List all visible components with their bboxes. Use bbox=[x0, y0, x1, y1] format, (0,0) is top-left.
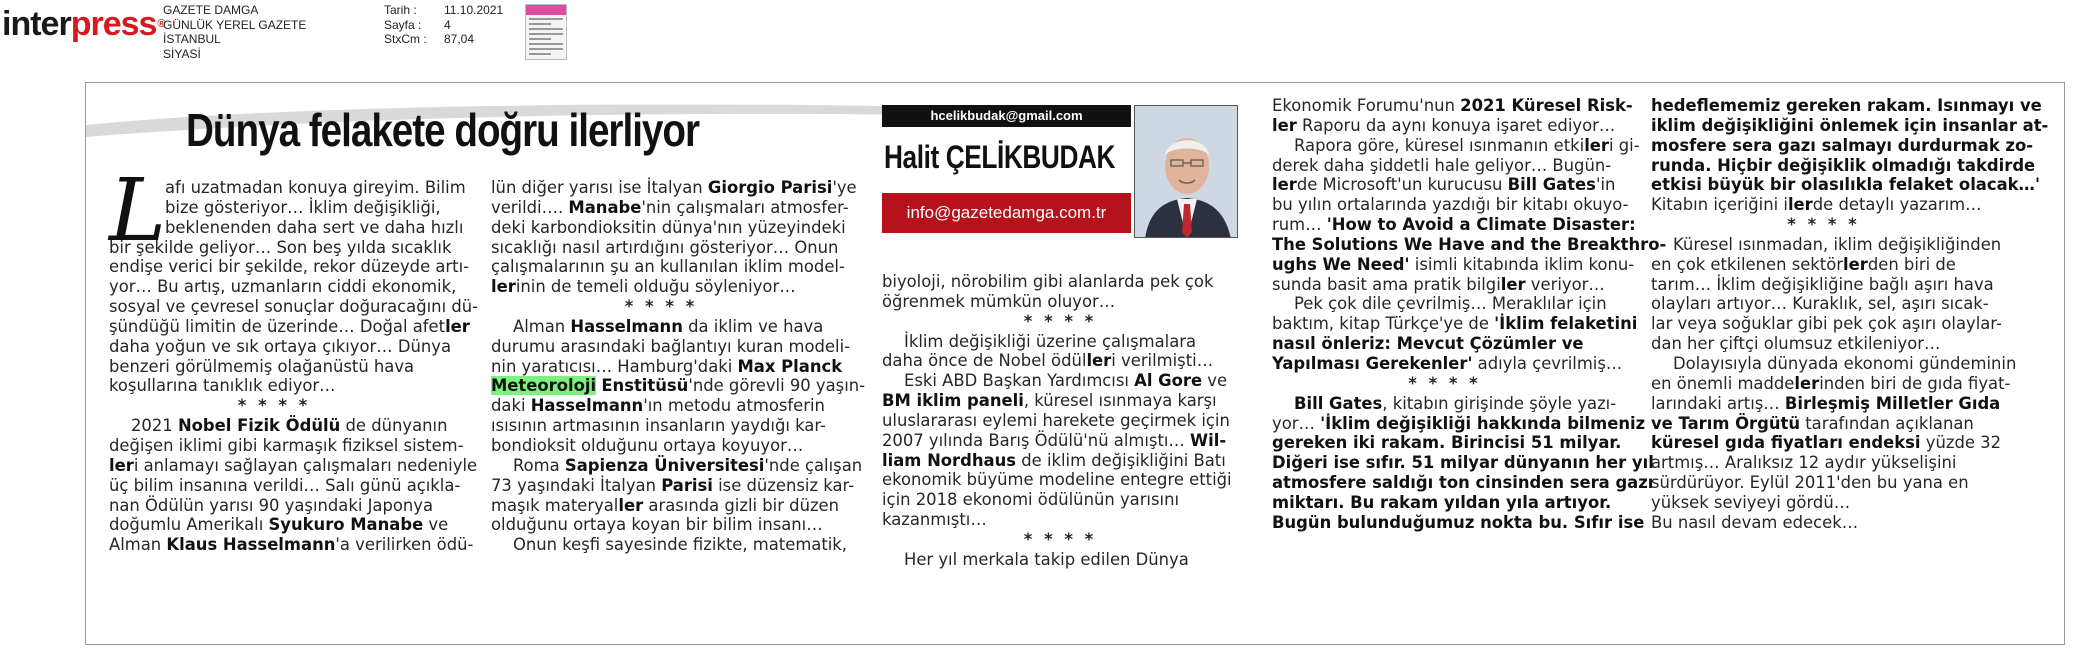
text-line: leri anlamayı sağlayan çalışmaları nedeniyle bbox=[109, 455, 478, 475]
text-line: sosyal ve çevresel sonuçlar doğuracağını dü- bbox=[109, 297, 479, 317]
page-thumbnail[interactable] bbox=[525, 4, 567, 60]
column-3 bbox=[882, 272, 1238, 570]
bold-term: 2021 Küresel Risk- bbox=[1460, 96, 1633, 115]
text-line: daki Hasselmann'ın metodu atmosferin bbox=[491, 396, 825, 416]
text-line: şündüğü limitin de üzerinde… Doğal afetler bbox=[109, 316, 470, 336]
text-line: 73 yaşındaki İtalyan Parisi ise düzensiz kar- bbox=[491, 475, 855, 495]
column-5 bbox=[1651, 96, 2049, 533]
author-box bbox=[882, 105, 1238, 238]
section-separator: * * * * bbox=[624, 297, 698, 317]
bold-term: etkisi büyük bir olasılıkla felaket olacak…' bbox=[1651, 175, 2040, 195]
bold-term: nasıl önleriz: Mevcut Çözümler ve bbox=[1272, 334, 1584, 354]
text-line: tarım… İklim değişikliğine bağlı aşırı hava bbox=[1651, 274, 1994, 294]
text-line: artmış… Aralıksız 12 aydır yükselişini bbox=[1651, 453, 1957, 473]
bold-term: miktarı. Bu rakam yıldan yıla artıyor. bbox=[1272, 492, 1612, 512]
text-line: öğrenmek mümkün oluyor… bbox=[882, 291, 1116, 311]
text-line: baktım, kitap Türkçe'ye de 'İklim felaketini bbox=[1272, 314, 1638, 334]
text-line: en çok etkilenen sektörlerden biri de bbox=[1651, 254, 1956, 274]
text-line: rum… 'How to Avoid a Climate Disaster: bbox=[1272, 215, 1636, 235]
text-line: Her yıl merkala takip edilen Dünya bbox=[904, 549, 1189, 569]
text-line: yor… Bu artış, uzmanların ciddi ekonomik, bbox=[109, 277, 457, 297]
text-line: sıcaklığı nasıl artırdığını gösteriyor… Onun bbox=[491, 237, 839, 257]
text-line: olduğunu ortaya koyan bir bilim insanı… bbox=[491, 515, 823, 535]
text-line: ısısının artmasının insanların yaydığı kar- bbox=[491, 416, 826, 436]
text-line: bir şekilde geliyor… Son beş yılda sıcaklık bbox=[109, 237, 452, 257]
section-separator: * * * * bbox=[237, 396, 311, 416]
text-line: İklim değişikliği üzerine çalışmalara bbox=[904, 331, 1197, 351]
text-line: olayları artıyor… Kuraklık, sel, aşırı sıcak- bbox=[1651, 294, 1989, 314]
bold-term: Sapienza Üniversitesi bbox=[564, 455, 765, 475]
text-line: beklenenden daha sert ve daha hızlı bbox=[165, 217, 464, 237]
text-line: Kitabın içeriğini ilerde detaylı yazarım… bbox=[1651, 195, 1982, 215]
section-separator: * * * * bbox=[1787, 215, 1860, 235]
column-4 bbox=[1272, 96, 1667, 533]
headline: Dünya felakete doğru ilerliyor bbox=[186, 104, 700, 156]
text-line: ler Raporu da aynı konuya işaret ediyor… bbox=[1272, 115, 1616, 135]
text-line: 2021 Nobel Fizik Ödülü de dünyanın bbox=[131, 416, 448, 436]
bold-term: ler bbox=[491, 277, 516, 297]
text-line bbox=[1651, 155, 2036, 176]
text-line: dan her çiftçi olumsuz etkileniyor… bbox=[1651, 334, 1941, 354]
thumbnail-masthead bbox=[526, 5, 566, 15]
text-line: liam Nordhaus de iklim değişikliğini Batı bbox=[882, 450, 1226, 470]
text-line: Ekonomik Forumu'nun 2021 Küresel Risk- bbox=[1272, 96, 1633, 115]
bold-term: Al Gore bbox=[1134, 371, 1203, 391]
bold-term: runda. Hiçbir değişiklik olmadığı takdirde bbox=[1651, 155, 2036, 175]
clipping-metadata bbox=[384, 3, 514, 47]
text-line: BM iklim paneli, küresel ısınmaya karşı bbox=[882, 391, 1217, 411]
text-line: çalışmalarının şu an kullanılan iklim model- bbox=[491, 257, 845, 277]
text-line: Pek çok dile çevrilmiş… Meraklılar için bbox=[1294, 294, 1607, 314]
bold-term: ler bbox=[1272, 175, 1297, 195]
text-line: daha önce de Nobel ödülleri verilmişti… bbox=[882, 351, 1214, 371]
bold-term: Hasselmann bbox=[530, 396, 644, 416]
bold-term: Yapılması Gerekenler' bbox=[1272, 353, 1473, 373]
text-line: Bu nasıl devam edecek… bbox=[1651, 512, 1859, 532]
stxcm-label: StxCm : bbox=[384, 32, 427, 46]
bold-term: Wil- bbox=[1190, 430, 1227, 450]
bold-term: liam Nordhaus bbox=[882, 450, 1017, 470]
date-row bbox=[384, 3, 514, 18]
text-line: ve Tarım Örgütü tarafından açıklanan bbox=[1651, 413, 1974, 433]
bold-term: Parisi bbox=[661, 475, 713, 495]
text-line: larındaki artış… Birleşmiş Milletler Gıda bbox=[1651, 393, 2001, 413]
text-line bbox=[1651, 96, 2042, 116]
text-line: lar veya soğuklar gibi pek çok aşırı olaylar- bbox=[1651, 314, 2002, 334]
stxcm-row bbox=[384, 32, 514, 47]
text-line: derek daha şiddetli hale geliyor… Bugün- bbox=[1272, 155, 1612, 175]
text-line: bize gösteriyor… İklim değişikliği, bbox=[165, 197, 441, 217]
bold-term: ler bbox=[1584, 135, 1610, 155]
text-line bbox=[1272, 334, 1617, 354]
text-line: verildi…. Manabe'nin çalışmaları atmosfer- bbox=[491, 197, 849, 217]
text-line bbox=[1272, 433, 1622, 453]
publication-info bbox=[163, 3, 306, 61]
text-line: koşullarına tanıklık ediyor… bbox=[109, 376, 336, 396]
text-line: maşık materyaller arasında gizli bir düzen bbox=[491, 495, 840, 515]
text-line: nan Ödülün yarısı 90 yaşındaki Japonya bbox=[109, 495, 434, 515]
publication-name: GAZETE DAMGA bbox=[163, 3, 259, 17]
page-value: 4 bbox=[444, 17, 451, 32]
bold-term: ler bbox=[1794, 373, 1820, 393]
text-line: küresel gıda fiyatları endeksi yüzde 32 bbox=[1651, 433, 2002, 453]
text-line: sürdürüyor. Eylül 2011'den bu yana en bbox=[1651, 473, 1969, 493]
text-line: Meteoroloji Enstitüsü'nde görevli 90 yaşın- bbox=[491, 376, 866, 396]
text-line: Onun keşfi sayesinde fizikte, matematik, bbox=[513, 535, 848, 555]
bold-term: iklim değişikliğini önlemek için insanlar at- bbox=[1651, 115, 2049, 135]
text-line: Rapora göre, küresel ısınmanın etkileri gi- bbox=[1294, 135, 1640, 155]
page-label: Sayfa : bbox=[384, 17, 422, 32]
author-portrait-illustration bbox=[1135, 106, 1238, 238]
column-2 bbox=[491, 178, 866, 555]
bold-term: ler bbox=[618, 495, 644, 515]
author-photo bbox=[1134, 105, 1238, 238]
text-line: Roma Sapienza Üniversitesi'nde çalışan bbox=[513, 455, 863, 475]
text-line: deki karbondioksitin dünya'nın yüzeyindeki bbox=[491, 217, 846, 237]
highlighted-term: Meteoroloji bbox=[491, 376, 597, 396]
bold-term: 'İklim değişikliği hakkında bilmeniz bbox=[1320, 413, 1646, 433]
logo-registered-mark: ® bbox=[157, 18, 165, 30]
text-line: sunda basit ama pratik bilgiler veriyor… bbox=[1272, 274, 1605, 294]
text-line: nin yaratıcısı… Hamburg'daki Max Planck bbox=[491, 356, 843, 376]
text-line: biyoloji, nörobilim gibi alanlarda pek çok bbox=[882, 272, 1214, 291]
bold-term: Hasselmann bbox=[570, 316, 683, 336]
text-line bbox=[1272, 493, 1617, 513]
interpress-logo bbox=[2, 4, 165, 44]
text-line bbox=[1651, 135, 2034, 156]
text-line: daha yoğun ve sık ortaya çıkıyor… Dünya bbox=[109, 336, 452, 356]
text-line: Küresel ısınmadan, iklim değişikliğinden bbox=[1673, 234, 2002, 254]
text-line bbox=[1272, 453, 1654, 473]
text-line: benzeri görülmemiş olağanüstü hava bbox=[109, 356, 415, 376]
text-line bbox=[1272, 512, 1645, 533]
bold-term: Klaus Hasselmann bbox=[166, 535, 336, 555]
bold-term: mosfere sera gazı salmayı durdurmak zo- bbox=[1651, 135, 2034, 155]
bold-term: ler bbox=[1500, 274, 1526, 294]
section-separator: * * * * bbox=[1023, 311, 1097, 331]
bold-term: Diğeri ise sıfır. 51 milyar dünyanın her yıl bbox=[1272, 453, 1654, 473]
text-line: Eski ABD Başkan Yardımcısı Al Gore ve bbox=[904, 371, 1228, 391]
page-row bbox=[384, 18, 514, 33]
text-line: ughs We Need' isimli kitabında iklim konu- bbox=[1272, 254, 1635, 274]
text-line: yor… 'İklim değişikliği hakkında bilmeniz bbox=[1272, 413, 1646, 433]
bold-term: Bill Gates bbox=[1507, 175, 1596, 195]
date-label: Tarih : bbox=[384, 3, 417, 17]
text-line: doğumlu Amerikalı Syukuro Manabe ve bbox=[109, 515, 449, 535]
bold-term: Bill Gates bbox=[1294, 393, 1383, 413]
logo-accent-text: press bbox=[70, 5, 157, 43]
publication-type: GÜNLÜK YEREL GAZETE bbox=[163, 17, 307, 32]
text-line: ekonomik büyüme modeline entegre ettiği bbox=[882, 470, 1232, 490]
bold-term: Max Planck bbox=[737, 356, 843, 376]
publication-city: İSTANBUL bbox=[163, 32, 221, 46]
section-separator: * * * * bbox=[1023, 529, 1097, 549]
bold-term: ughs We Need' bbox=[1272, 254, 1410, 274]
author-email[interactable]: hcelikbudak@gmail.com bbox=[882, 105, 1131, 127]
bold-term: ler bbox=[1272, 115, 1297, 135]
bold-term: 'İklim felaketini bbox=[1494, 314, 1638, 334]
logo-main-text: inter bbox=[2, 5, 71, 43]
text-line: Alman Klaus Hasselmann'a verilirken ödü- bbox=[109, 535, 474, 555]
bold-term: Nobel Fizik Ödülü bbox=[177, 416, 341, 436]
section-separator: * * * * bbox=[1408, 373, 1481, 393]
bold-term: Giorgio Parisi bbox=[707, 178, 833, 197]
text-line: bu yılın ortalarında yazdığı bir kitabı okuyo- bbox=[1272, 195, 1629, 215]
text-line: afı uzatmadan konuya gireyim. Bilim bbox=[165, 178, 466, 197]
bold-term: gereken iki rakam. Birincisi 51 milyar. bbox=[1272, 433, 1622, 453]
bold-term: 'How to Avoid a Climate Disaster: bbox=[1326, 215, 1636, 235]
date-value: 11.10.2021 bbox=[444, 3, 504, 17]
newspaper-email[interactable]: info@gazetedamga.com.tr bbox=[882, 193, 1131, 233]
bold-term: ler bbox=[1843, 254, 1868, 274]
bold-term: Bugün bulunduğumuz nokta bu. Sıfır ise bbox=[1272, 512, 1645, 532]
text-line bbox=[1651, 175, 2040, 195]
bold-term: hedeflememiz gereken rakam. Isınmayı ve bbox=[1651, 96, 2042, 115]
text-line: Dolayısıyla dünyada ekonomi gündeminin bbox=[1673, 353, 2017, 373]
text-line: değişen iklimi gibi karmaşık fiziksel sistem- bbox=[109, 435, 464, 455]
publication-category: SİYASİ bbox=[163, 46, 201, 61]
bold-term: ve Tarım Örgütü bbox=[1651, 413, 1801, 433]
text-line: lerinin de temeli olduğu söyleniyor… bbox=[491, 277, 796, 297]
text-line: durumu arasındaki bağlantıyı kuran modeli- bbox=[491, 336, 851, 356]
text-line bbox=[1272, 473, 1654, 493]
text-line: 2007 yılında Barış Ödülü'nü almıştı… Wil- bbox=[882, 430, 1227, 450]
bold-term: ler bbox=[445, 316, 470, 336]
text-line: endişe verici bir şekilde, rekor düzeyde artı- bbox=[109, 257, 470, 277]
text-line bbox=[1651, 115, 2049, 136]
text-line: Alman Hasselmann da iklim ve hava bbox=[513, 316, 824, 336]
bold-term: ler bbox=[1787, 195, 1813, 215]
bold-term: Manabe bbox=[568, 197, 642, 217]
bold-term: Syukuro Manabe bbox=[268, 515, 424, 535]
text-line: yüksek seviyeyi gördü… bbox=[1651, 492, 1851, 512]
text-line: kazanmıştı… bbox=[882, 510, 987, 530]
stxcm-value: 87,04 bbox=[444, 32, 475, 46]
bold-term: ler bbox=[1086, 351, 1112, 371]
text-line: için 2018 ekonomi ödülünün yarısını bbox=[882, 490, 1180, 510]
text-line: bondioksit olduğunu ortaya koyuyor… bbox=[491, 435, 804, 455]
article-clipping bbox=[85, 82, 2065, 645]
text-line: en önemli maddelerinden biri de gıda fiyat- bbox=[1651, 373, 2011, 393]
bold-term: küresel gıda fiyatları endeksi bbox=[1651, 433, 1921, 453]
text-line: Yapılması Gerekenler' adıyla çevrilmiş… bbox=[1272, 353, 1623, 373]
column-1 bbox=[109, 178, 479, 555]
drop-cap: L bbox=[109, 161, 167, 261]
text-line: üç bilim insanına verildi… Salı günü açıkla- bbox=[109, 475, 461, 495]
text-line: Bill Gates, kitabın girişinde şöyle yazı- bbox=[1294, 393, 1617, 413]
text-line: uluslararası eylemi harekete geçirmek için bbox=[882, 410, 1230, 430]
text-line: lün diğer yarısı ise İtalyan Giorgio Parisi'ye bbox=[491, 178, 857, 197]
author-name: Halit ÇELİKBUDAK bbox=[884, 139, 1116, 175]
text-line bbox=[1272, 234, 1667, 255]
bold-term: BM iklim paneli bbox=[882, 391, 1024, 411]
bold-term: ler bbox=[109, 455, 134, 475]
bold-term: Birleşmiş Milletler Gıda bbox=[1784, 393, 2001, 413]
bold-term: atmosfere saldığı ton cinsinden sera gazı bbox=[1272, 473, 1654, 493]
bold-term: Enstitüsü bbox=[601, 376, 689, 396]
text-line: lerde Microsoft'un kurucusu Bill Gates'in bbox=[1272, 175, 1616, 195]
bold-term: The Solutions We Have and the Breakthro- bbox=[1272, 234, 1667, 254]
